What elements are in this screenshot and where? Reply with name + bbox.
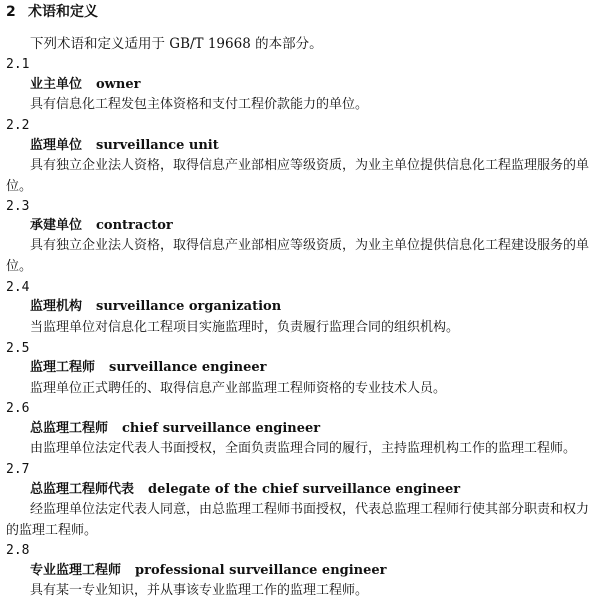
term-number: 2.7 [6,462,30,477]
term-definition: 具有信息化工程发包主体资格和支付工程价款能力的单位。 [30,97,369,112]
term-number: 2.2 [6,118,30,133]
term-definition: 具有独立企业法人资格，取得信息产业部相应等级资质，为业主单位提供信息化工程监理服务的单位。 [6,158,590,194]
term-name [30,419,320,439]
term-name-zh: 总监理工程师 [30,421,109,436]
term-number: 2.4 [6,280,30,295]
term-definition: 经监理单位法定代表人同意，由总监理工程师书面授权，代表总监理工程师行使其部分职责和权力的监理工程师。 [6,502,590,538]
term-definition: 具有独立企业法人资格，取得信息产业部相应等级资质，为业主单位提供信息化工程建设服务的单位。 [6,238,590,274]
term-name [30,480,460,500]
term-name [30,216,173,236]
term-name-en: owner [96,77,141,92]
section-heading [6,2,98,22]
term-name [30,561,387,581]
term-definition: 由监理单位法定代表人书面授权，全面负责监理合同的履行，主持监理机构工作的监理工程师。 [30,441,577,456]
term-name [30,297,281,317]
term-number: 2.6 [6,401,30,416]
term-name [30,358,266,378]
term-name-zh: 监理机构 [30,299,83,314]
term-name-en: surveillance organization [96,299,282,314]
term-definition: 监理单位正式聘任的、取得信息产业部监理工程师资格的专业技术人员。 [30,381,447,396]
section-intro: 下列术语和定义适用于 GB/T 19668 的本部分。 [30,36,323,52]
term-name-en: surveillance engineer [109,360,267,375]
term-name-zh: 承建单位 [30,218,83,233]
section-title: 术语和定义 [28,4,98,20]
term-name-zh: 业主单位 [30,77,83,92]
term-name-en: surveillance unit [96,138,219,153]
term-name [30,136,219,156]
term-name-en: chief surveillance engineer [122,421,321,436]
term-name-zh: 监理单位 [30,138,83,153]
term-name-zh: 监理工程师 [30,360,96,375]
term-name [30,75,140,95]
term-number: 2.3 [6,199,30,214]
term-name-zh: 总监理工程师代表 [30,482,135,497]
term-definition: 具有某一专业知识，并从事该专业监理工作的监理工程师。 [30,583,369,598]
term-definition: 当监理单位对信息化工程项目实施监理时，负责履行监理合同的组织机构。 [30,320,460,335]
term-number: 2.1 [6,57,30,72]
term-number: 2.8 [6,543,30,558]
term-name-zh: 专业监理工程师 [30,563,122,578]
term-name-en: contractor [96,218,173,233]
term-number: 2.5 [6,341,30,356]
term-name-en: professional surveillance engineer [135,563,387,578]
section-number: 2 [6,4,16,20]
term-name-en: delegate of the chief surveillance engineer [148,482,461,497]
